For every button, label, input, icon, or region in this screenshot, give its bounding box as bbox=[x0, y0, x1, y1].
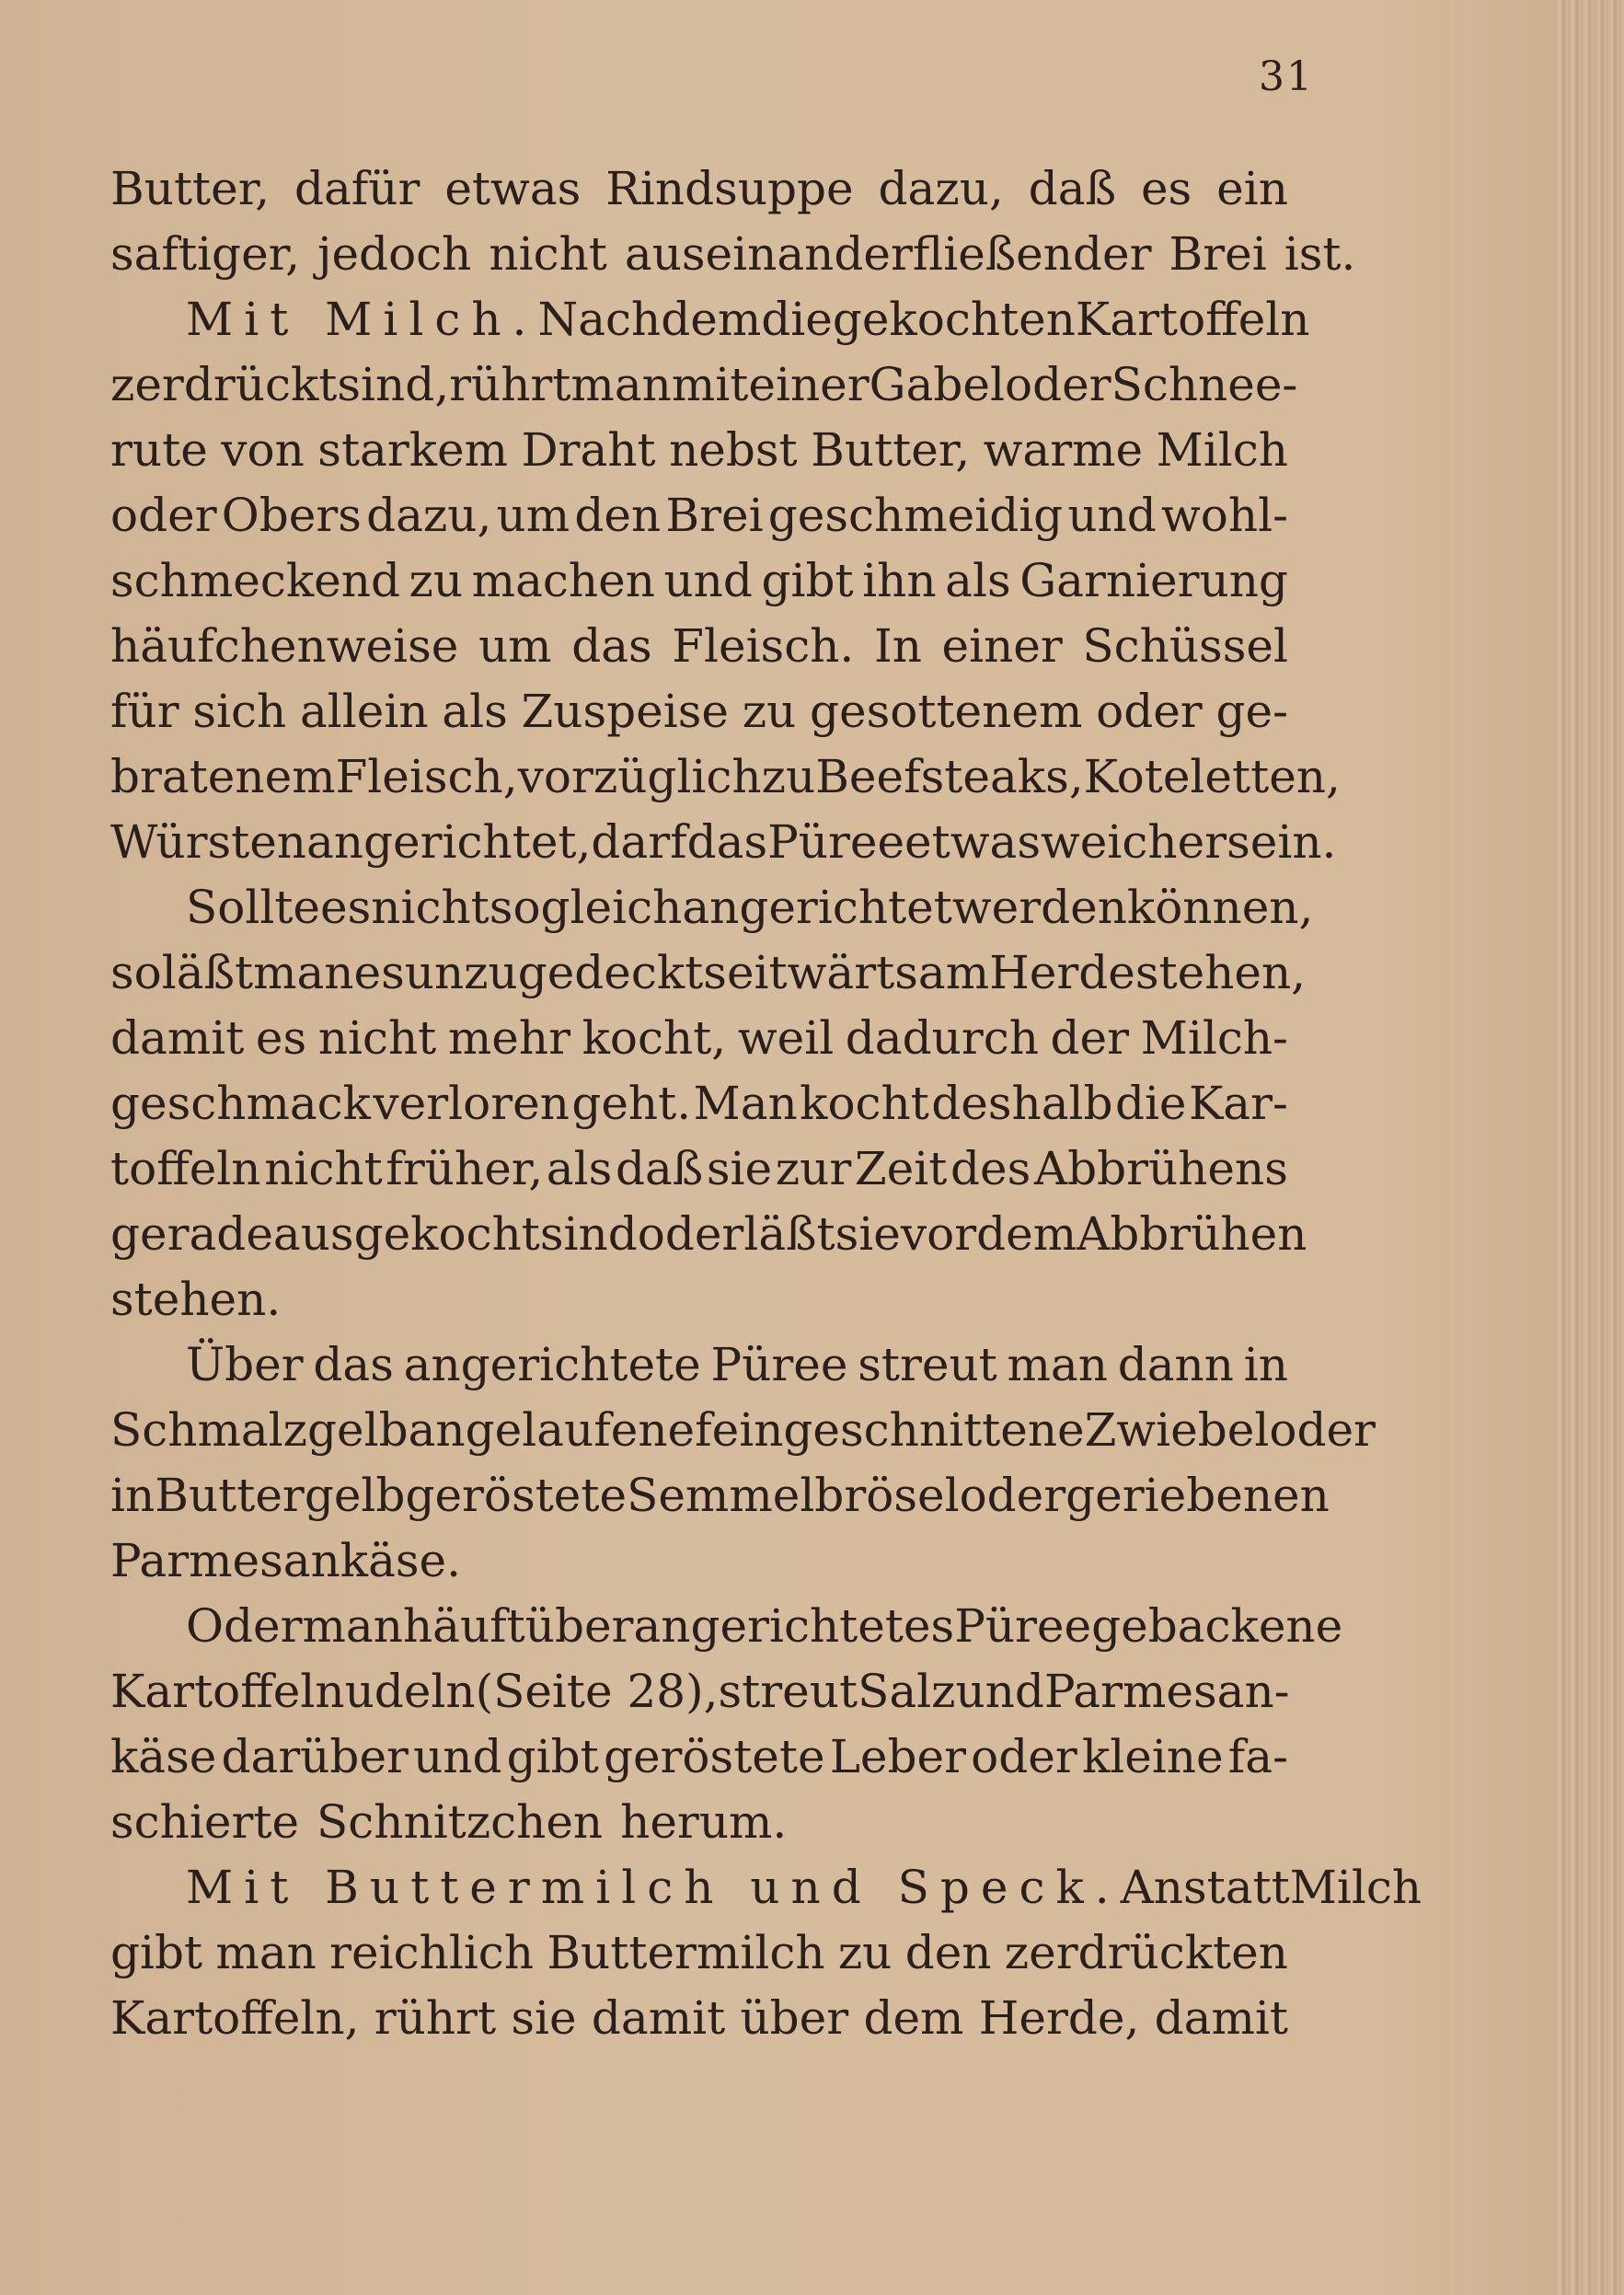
text-line bbox=[110, 1202, 1307, 1267]
word: für bbox=[110, 685, 179, 738]
word: seitwärts bbox=[703, 946, 918, 999]
word: warme bbox=[983, 423, 1144, 477]
word: schierte bbox=[110, 1795, 300, 1849]
word: läßt bbox=[161, 946, 254, 999]
text-line bbox=[110, 810, 1337, 875]
word: Beefsteaks, bbox=[815, 750, 1084, 803]
word: sein. bbox=[1227, 815, 1337, 869]
word: Leber bbox=[829, 1730, 967, 1783]
word: Garnierung bbox=[1019, 554, 1288, 607]
word: oder bbox=[959, 1469, 1066, 1522]
word: dem bbox=[863, 1991, 964, 2045]
word: Milch- bbox=[1140, 1011, 1288, 1065]
word: läßt bbox=[743, 1207, 835, 1261]
word: nicht bbox=[371, 881, 490, 934]
text-line bbox=[110, 1136, 1288, 1202]
word: damit bbox=[110, 1011, 245, 1065]
word: gibt bbox=[506, 1730, 599, 1783]
text-line bbox=[110, 744, 1341, 810]
word: streut bbox=[858, 1338, 997, 1391]
word: allein bbox=[299, 685, 429, 738]
text-line bbox=[110, 1267, 1288, 1332]
word: angerichtete bbox=[403, 1338, 701, 1391]
word: mehr bbox=[447, 1011, 570, 1065]
word: Schüssel bbox=[1082, 619, 1288, 673]
word: dadurch bbox=[845, 1011, 1039, 1065]
word: vor bbox=[900, 1207, 977, 1261]
word: und bbox=[413, 1730, 502, 1783]
paragraph bbox=[110, 1855, 1422, 2051]
word: gibt bbox=[110, 1926, 203, 1979]
paragraph bbox=[110, 1594, 1343, 1855]
word: am bbox=[917, 946, 990, 999]
word: Schnitzchen bbox=[317, 1795, 604, 1849]
word: um bbox=[478, 619, 552, 673]
word: dann bbox=[1117, 1338, 1234, 1391]
word: stehen. bbox=[110, 1273, 282, 1326]
word: wohl- bbox=[1160, 489, 1288, 542]
word: oder bbox=[971, 1730, 1077, 1783]
word: als bbox=[442, 685, 508, 738]
word: Schmalz bbox=[110, 1403, 308, 1457]
word: nicht bbox=[489, 227, 607, 281]
word: daß bbox=[1028, 162, 1116, 215]
text-line bbox=[110, 483, 1288, 548]
word: Fleisch. bbox=[672, 619, 855, 673]
word: nebst bbox=[669, 423, 798, 477]
word: sind bbox=[539, 1207, 638, 1261]
word: Milch bbox=[1289, 1861, 1422, 1914]
word: Zuspeise bbox=[521, 685, 729, 738]
word: über bbox=[740, 1991, 849, 2045]
word: Mit Milch. bbox=[186, 293, 538, 346]
text-line bbox=[110, 1855, 1422, 1920]
word: die bbox=[1114, 1077, 1187, 1130]
word: Sollte bbox=[186, 881, 321, 934]
word: Man bbox=[693, 1077, 798, 1130]
word: man bbox=[215, 1926, 317, 1979]
text-line bbox=[110, 1724, 1288, 1790]
word: es bbox=[1140, 162, 1192, 215]
word: starkem bbox=[317, 423, 509, 477]
word: streut bbox=[718, 1665, 858, 1718]
word: herum. bbox=[620, 1795, 788, 1849]
word: Butter bbox=[155, 1469, 305, 1522]
word: und bbox=[1067, 489, 1157, 542]
word: angerichtet, bbox=[306, 815, 592, 869]
word: Oder bbox=[186, 1599, 303, 1653]
word: damit bbox=[591, 1991, 726, 2045]
word: Abbrühens bbox=[1033, 1142, 1288, 1195]
word: Kartoffelnudeln bbox=[110, 1665, 476, 1718]
word: Püree bbox=[954, 1599, 1092, 1653]
word: Parmesankäse. bbox=[110, 1534, 462, 1587]
word: kocht bbox=[800, 1077, 929, 1130]
word: zur bbox=[775, 1142, 852, 1195]
text-line bbox=[110, 1463, 1330, 1528]
word: kleine bbox=[1081, 1730, 1224, 1783]
word: es bbox=[353, 946, 405, 999]
word: Püree bbox=[767, 815, 905, 869]
word: ihn bbox=[862, 554, 937, 607]
word: jedoch bbox=[317, 227, 472, 281]
word: käse bbox=[110, 1730, 217, 1783]
text-line bbox=[110, 1332, 1288, 1398]
text-line bbox=[110, 1659, 1288, 1724]
word: über bbox=[524, 1599, 634, 1653]
word: feingeschnittene bbox=[695, 1403, 1085, 1457]
word: ist. bbox=[1284, 227, 1356, 281]
word: oder bbox=[1096, 685, 1203, 738]
word: Schnee- bbox=[1111, 358, 1298, 411]
word: oder bbox=[637, 1207, 744, 1261]
text-line bbox=[110, 418, 1288, 483]
word: zu bbox=[761, 750, 816, 803]
word: Salz bbox=[858, 1665, 956, 1718]
word: es bbox=[320, 881, 372, 934]
word: Fleisch, bbox=[335, 750, 518, 803]
word: häuft bbox=[402, 1599, 525, 1653]
word: angerichtetes bbox=[633, 1599, 955, 1653]
text-line bbox=[110, 548, 1288, 614]
word: Rindsuppe bbox=[605, 162, 854, 215]
word: ausgekocht bbox=[272, 1207, 540, 1261]
word: dafür bbox=[294, 162, 420, 215]
word: Semmelbrösel bbox=[627, 1469, 960, 1522]
word: sie bbox=[706, 1142, 773, 1195]
paragraph bbox=[110, 156, 1356, 287]
word: oder bbox=[1004, 358, 1111, 411]
word: Butter, bbox=[811, 423, 971, 477]
word: Zwiebel bbox=[1084, 1403, 1270, 1457]
text-line bbox=[110, 679, 1288, 744]
word: Kartoffeln bbox=[1075, 293, 1310, 346]
text-line bbox=[110, 287, 1310, 352]
word: Mit Buttermilch und Speck. bbox=[186, 1861, 1121, 1914]
word: Über bbox=[186, 1338, 304, 1391]
word: geröstete bbox=[405, 1469, 628, 1522]
word: gibt bbox=[761, 554, 854, 607]
word: zu bbox=[837, 1926, 893, 1979]
word: als bbox=[945, 554, 1011, 607]
word: Püree bbox=[710, 1338, 848, 1391]
word: den bbox=[574, 489, 662, 542]
word: angerichtet bbox=[682, 881, 952, 934]
word: dazu, bbox=[878, 162, 1004, 215]
word: saftiger, bbox=[110, 227, 300, 281]
paragraph bbox=[110, 1332, 1376, 1594]
word: toffeln bbox=[110, 1142, 261, 1195]
word: etwas bbox=[444, 162, 582, 215]
word: weil bbox=[737, 1011, 835, 1065]
text-line bbox=[110, 1071, 1288, 1136]
word: Obers bbox=[221, 489, 362, 542]
word: sie bbox=[511, 1991, 577, 2045]
word: dazu, bbox=[366, 489, 492, 542]
text-line bbox=[110, 1006, 1288, 1071]
word: rute bbox=[110, 423, 208, 477]
word: zerdrückten bbox=[1004, 1926, 1288, 1979]
word: gelb bbox=[307, 1403, 409, 1457]
word: Butter, bbox=[110, 162, 271, 215]
word: das bbox=[313, 1338, 394, 1391]
word: man bbox=[570, 358, 672, 411]
word: gekochten bbox=[832, 293, 1076, 346]
word: Brei bbox=[1169, 227, 1267, 281]
word: gesottenem bbox=[810, 685, 1083, 738]
word: einer bbox=[748, 358, 870, 411]
word: machen bbox=[471, 554, 655, 607]
word: des bbox=[950, 1142, 1031, 1195]
word: gebackene bbox=[1091, 1599, 1343, 1653]
word: Gabel bbox=[869, 358, 1005, 411]
text-line bbox=[110, 1398, 1376, 1463]
word: können, bbox=[1126, 881, 1314, 934]
word: reichlich bbox=[329, 1926, 535, 1979]
word: Draht bbox=[521, 423, 656, 477]
text-line bbox=[110, 875, 1314, 940]
text-line bbox=[110, 352, 1298, 418]
word: sogleich bbox=[489, 881, 683, 934]
word: häufchenweise bbox=[110, 619, 459, 673]
paragraph bbox=[110, 875, 1314, 1332]
word: es bbox=[255, 1011, 307, 1065]
word: Kar- bbox=[1188, 1077, 1288, 1130]
word: und bbox=[955, 1665, 1044, 1718]
word: ein bbox=[1216, 162, 1288, 215]
text-line bbox=[110, 614, 1288, 679]
word: Milch bbox=[1156, 423, 1288, 477]
word: und bbox=[663, 554, 753, 607]
text-line bbox=[110, 1790, 1288, 1855]
word: In bbox=[873, 619, 922, 673]
word: Kartoffeln, bbox=[110, 1991, 360, 2045]
word: geröstete bbox=[603, 1730, 825, 1783]
word: fa- bbox=[1227, 1730, 1288, 1783]
word: zu bbox=[409, 554, 464, 607]
word: kocht, bbox=[582, 1011, 727, 1065]
word: das bbox=[686, 815, 768, 869]
page-number: 31 bbox=[1259, 53, 1314, 100]
word: damit bbox=[1154, 1991, 1288, 2045]
word: angelaufene bbox=[408, 1403, 696, 1457]
text-line bbox=[110, 222, 1356, 287]
word: sie bbox=[835, 1207, 901, 1261]
text-line bbox=[110, 1594, 1343, 1659]
word: auseinanderfließender bbox=[624, 227, 1152, 281]
word: man bbox=[1007, 1338, 1108, 1391]
word: von bbox=[221, 423, 305, 477]
word: mit bbox=[671, 358, 749, 411]
word: Buttermilch bbox=[547, 1926, 825, 1979]
word: nicht bbox=[264, 1142, 383, 1195]
word: Würsten bbox=[110, 815, 307, 869]
word: geschmeidig bbox=[767, 489, 1064, 542]
word: Brei bbox=[665, 489, 764, 542]
word: Parmesan- bbox=[1043, 1665, 1290, 1718]
word: darf bbox=[591, 815, 687, 869]
word: sich bbox=[192, 685, 287, 738]
word: man bbox=[302, 1599, 403, 1653]
text-line bbox=[110, 1528, 1288, 1594]
word: gerade bbox=[110, 1207, 273, 1261]
word: Zeit bbox=[854, 1142, 948, 1195]
word: Koteletten, bbox=[1083, 750, 1341, 803]
word: rührt bbox=[449, 358, 571, 411]
word: in bbox=[110, 1469, 155, 1522]
word: nicht bbox=[317, 1011, 437, 1065]
word: so bbox=[110, 946, 162, 999]
word: geht. bbox=[571, 1077, 692, 1130]
word: vorzüglich bbox=[517, 750, 762, 803]
word: darüber bbox=[221, 1730, 409, 1783]
word: man bbox=[253, 946, 354, 999]
page-edge bbox=[1555, 0, 1624, 2295]
text-line bbox=[110, 1986, 1288, 2051]
word: stehen, bbox=[1134, 946, 1307, 999]
word: schmeckend bbox=[110, 554, 400, 607]
word: Abbrühen bbox=[1077, 1207, 1307, 1261]
word: zerdrückt bbox=[110, 358, 338, 411]
text-line bbox=[110, 156, 1288, 222]
paragraph bbox=[110, 287, 1341, 875]
word: deshalb bbox=[931, 1077, 1113, 1130]
word: um bbox=[496, 489, 570, 542]
word: als bbox=[546, 1142, 613, 1195]
word: Nachdem bbox=[537, 293, 762, 346]
word: weicher bbox=[1041, 815, 1227, 869]
word: zu bbox=[742, 685, 797, 738]
word: Anstatt bbox=[1120, 1861, 1290, 1914]
body-text bbox=[110, 156, 1422, 2051]
text-line bbox=[110, 1920, 1288, 1986]
word: daß bbox=[615, 1142, 704, 1195]
word: sind, bbox=[337, 358, 450, 411]
word: rührt bbox=[374, 1991, 497, 2045]
word: werden bbox=[951, 881, 1127, 934]
word: verloren bbox=[373, 1077, 570, 1130]
word: einer bbox=[941, 619, 1063, 673]
word: früher, bbox=[386, 1142, 544, 1195]
word: die bbox=[761, 293, 833, 346]
word: unzugedeckt bbox=[404, 946, 704, 999]
word: den bbox=[904, 1926, 992, 1979]
word: Herde, bbox=[978, 1991, 1140, 2045]
text-line bbox=[110, 940, 1307, 1006]
word: dem bbox=[976, 1207, 1077, 1261]
word: der bbox=[1050, 1011, 1130, 1065]
word: ge- bbox=[1215, 685, 1288, 738]
word: das bbox=[571, 619, 652, 673]
word: geschmack bbox=[110, 1077, 371, 1130]
word: (Seite 28), bbox=[475, 1665, 719, 1718]
word: gelb bbox=[304, 1469, 406, 1522]
word: Herde bbox=[989, 946, 1135, 999]
word: bratenem bbox=[110, 750, 336, 803]
word: oder bbox=[110, 489, 217, 542]
word: geriebenen bbox=[1065, 1469, 1330, 1522]
word: oder bbox=[1269, 1403, 1376, 1457]
word: in bbox=[1243, 1338, 1288, 1391]
word: etwas bbox=[904, 815, 1041, 869]
